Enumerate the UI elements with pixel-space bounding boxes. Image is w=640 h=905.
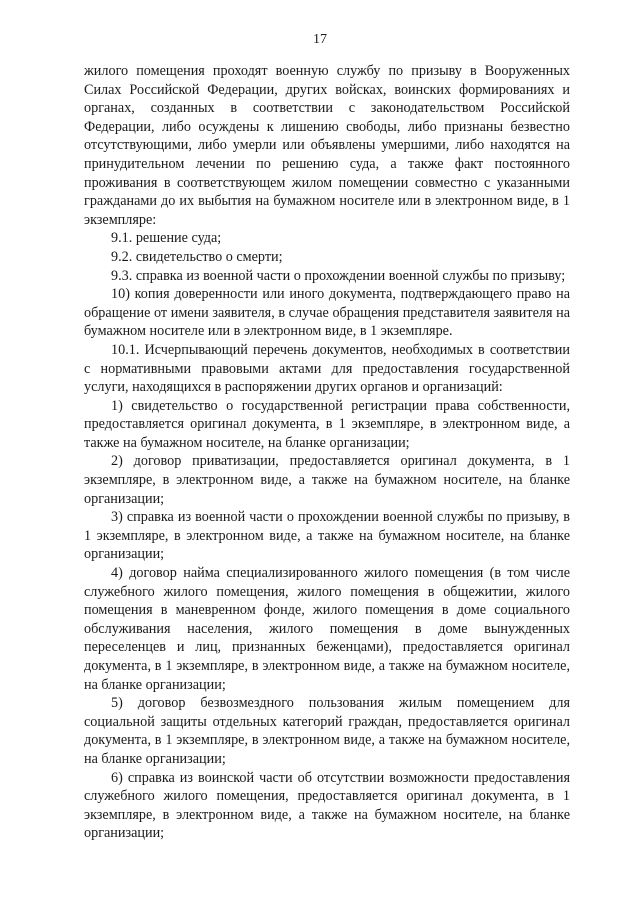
paragraph-continuation: жилого помещения проходят военную службу по призыву в Вооруженных Силах Российской Федерации, других войсках, воинских формированиях и органах, созданных в соответствии с законодательством Российской Федерации, либо осуждены к лишению свободы, либо признаны безвестно отсутствующими, либо умерли или объявлены умершими, либо находятся на принудительном лечении по решению суда, а также факт постоянного проживания в соответствующем жилом помещении совместно с указанными гражданами до их выбытия на бумажном носителе или в электронном виде, в 1 экземпляре:: [84, 63, 570, 228]
paragraph-list-item-1: 1) свидетельство о государственной регистрации права собственности, предоставляется оригинал документа, в 1 экземпляре, в электронном виде, а также на бумажном носителе, на бланке организации;: [84, 397, 570, 451]
paragraph-item-10-1: 10.1. Исчерпывающий перечень документов, необходимых в соответствии с нормативными правовыми актами для предоставления государственной услуги, находящихся в распоряжении других органов и организаций:: [84, 341, 570, 396]
paragraph-list-item-5: 5) договор безвозмездного пользования жилым помещением для социальной защиты отдельных категорий граждан, предоставляется оригинал документа, в 1 экземпляре, в электронном виде, а также на бумажном носителе, на бланке организации;: [84, 695, 570, 767]
page-number: 17: [313, 32, 327, 47]
paragraph-item-9-2: 9.2. свидетельство о смерти;: [111, 248, 283, 265]
paragraph-item-9-1: 9.1. решение суда;: [111, 230, 222, 247]
paragraph-item-9-3: 9.3. справка из военной части о прохождении военной службы по призыву;: [111, 267, 566, 284]
paragraph-list-item-3: 3) справка из военной части о прохождении военной службы по призыву, в 1 экземпляре, в электронном виде, а также на бумажном носителе, на бланке организации;: [84, 509, 570, 563]
paragraph-list-item-6: 6) справка из воинской части об отсутствии возможности предоставления служебного жилого помещения, предоставляется оригинал документа, в 1 экземпляре, в электронном виде, а также на бумажном носителе, на бланке организации;: [84, 769, 570, 842]
body-text: [84, 62, 570, 843]
paragraph-list-item-4: 4) договор найма специализированного жилого помещения (в том числе служебного жилого помещения, жилого помещения в общежитии, жилого помещения в маневренном фонде, жилого помещения в доме социального обслуживания населения, жилого помещения в доме вынужденных переселенцев и лиц, признанных беженцами), предоставляется оригинал документа, в 1 экземпляре, в электронном виде, а также на бумажном носителе, на бланке организации;: [84, 565, 570, 693]
paragraph-list-item-2: 2) договор приватизации, предоставляется оригинал документа, в 1 экземпляре, в электронном виде, а также на бумажном носителе, на бланке организации;: [84, 453, 570, 507]
paragraph-item-10: 10) копия доверенности или иного документа, подтверждающего право на обращение от имени заявителя, в случае обращения представителя заявителя на бумажном носителе или в электронном виде, в 1 экземпляре.: [84, 286, 570, 340]
